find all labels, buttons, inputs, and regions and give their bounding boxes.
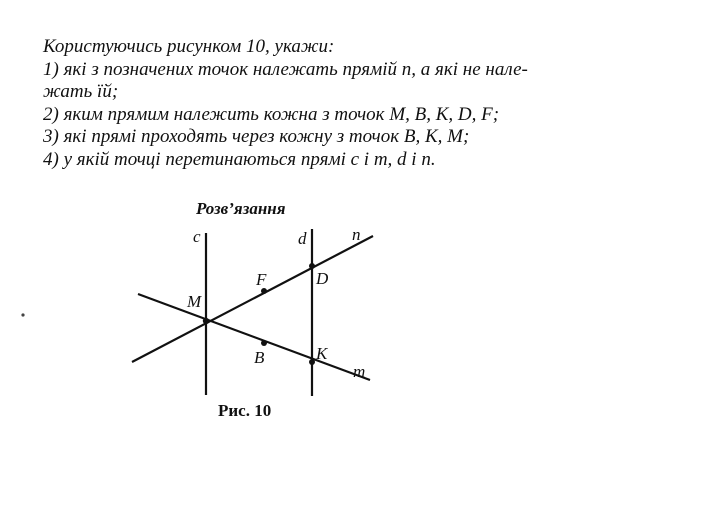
label-line-n: n bbox=[352, 225, 361, 244]
point-B bbox=[261, 340, 267, 346]
question-3: 3) які прямі проходять через кожну з точок B, K, M; bbox=[43, 126, 470, 147]
question-2: 2) яким прямим належить кожна з точок M, B, K, D, F; bbox=[43, 103, 500, 125]
label-point-K: K bbox=[316, 344, 328, 363]
label-point-F: F bbox=[256, 270, 267, 289]
label-line-d: d bbox=[298, 229, 307, 248]
label-point-D: D bbox=[316, 269, 329, 288]
line-n bbox=[132, 236, 373, 362]
figure-caption: Рис. 10 bbox=[218, 401, 272, 420]
solution-title: Розв’язання bbox=[196, 199, 286, 218]
point-M bbox=[203, 318, 209, 324]
task-intro: Користуючись рисунком 10, укажи: bbox=[43, 36, 335, 57]
point-K bbox=[309, 359, 315, 365]
label-line-c: c bbox=[193, 227, 201, 246]
question-4: 4) у якій точці перетинаються прямі c і m, d і n. bbox=[43, 148, 436, 170]
line-m bbox=[138, 294, 370, 380]
scan-speck bbox=[21, 313, 24, 316]
label-point-B: B bbox=[254, 348, 265, 367]
question-1-line-1: 1) які з позначених точок належать прямій n, а які не нале- bbox=[43, 58, 528, 80]
label-point-M: M bbox=[187, 292, 202, 311]
label-line-m: m bbox=[353, 362, 366, 381]
question-1-line-2: жать їй; bbox=[43, 81, 119, 102]
point-D bbox=[309, 263, 315, 269]
